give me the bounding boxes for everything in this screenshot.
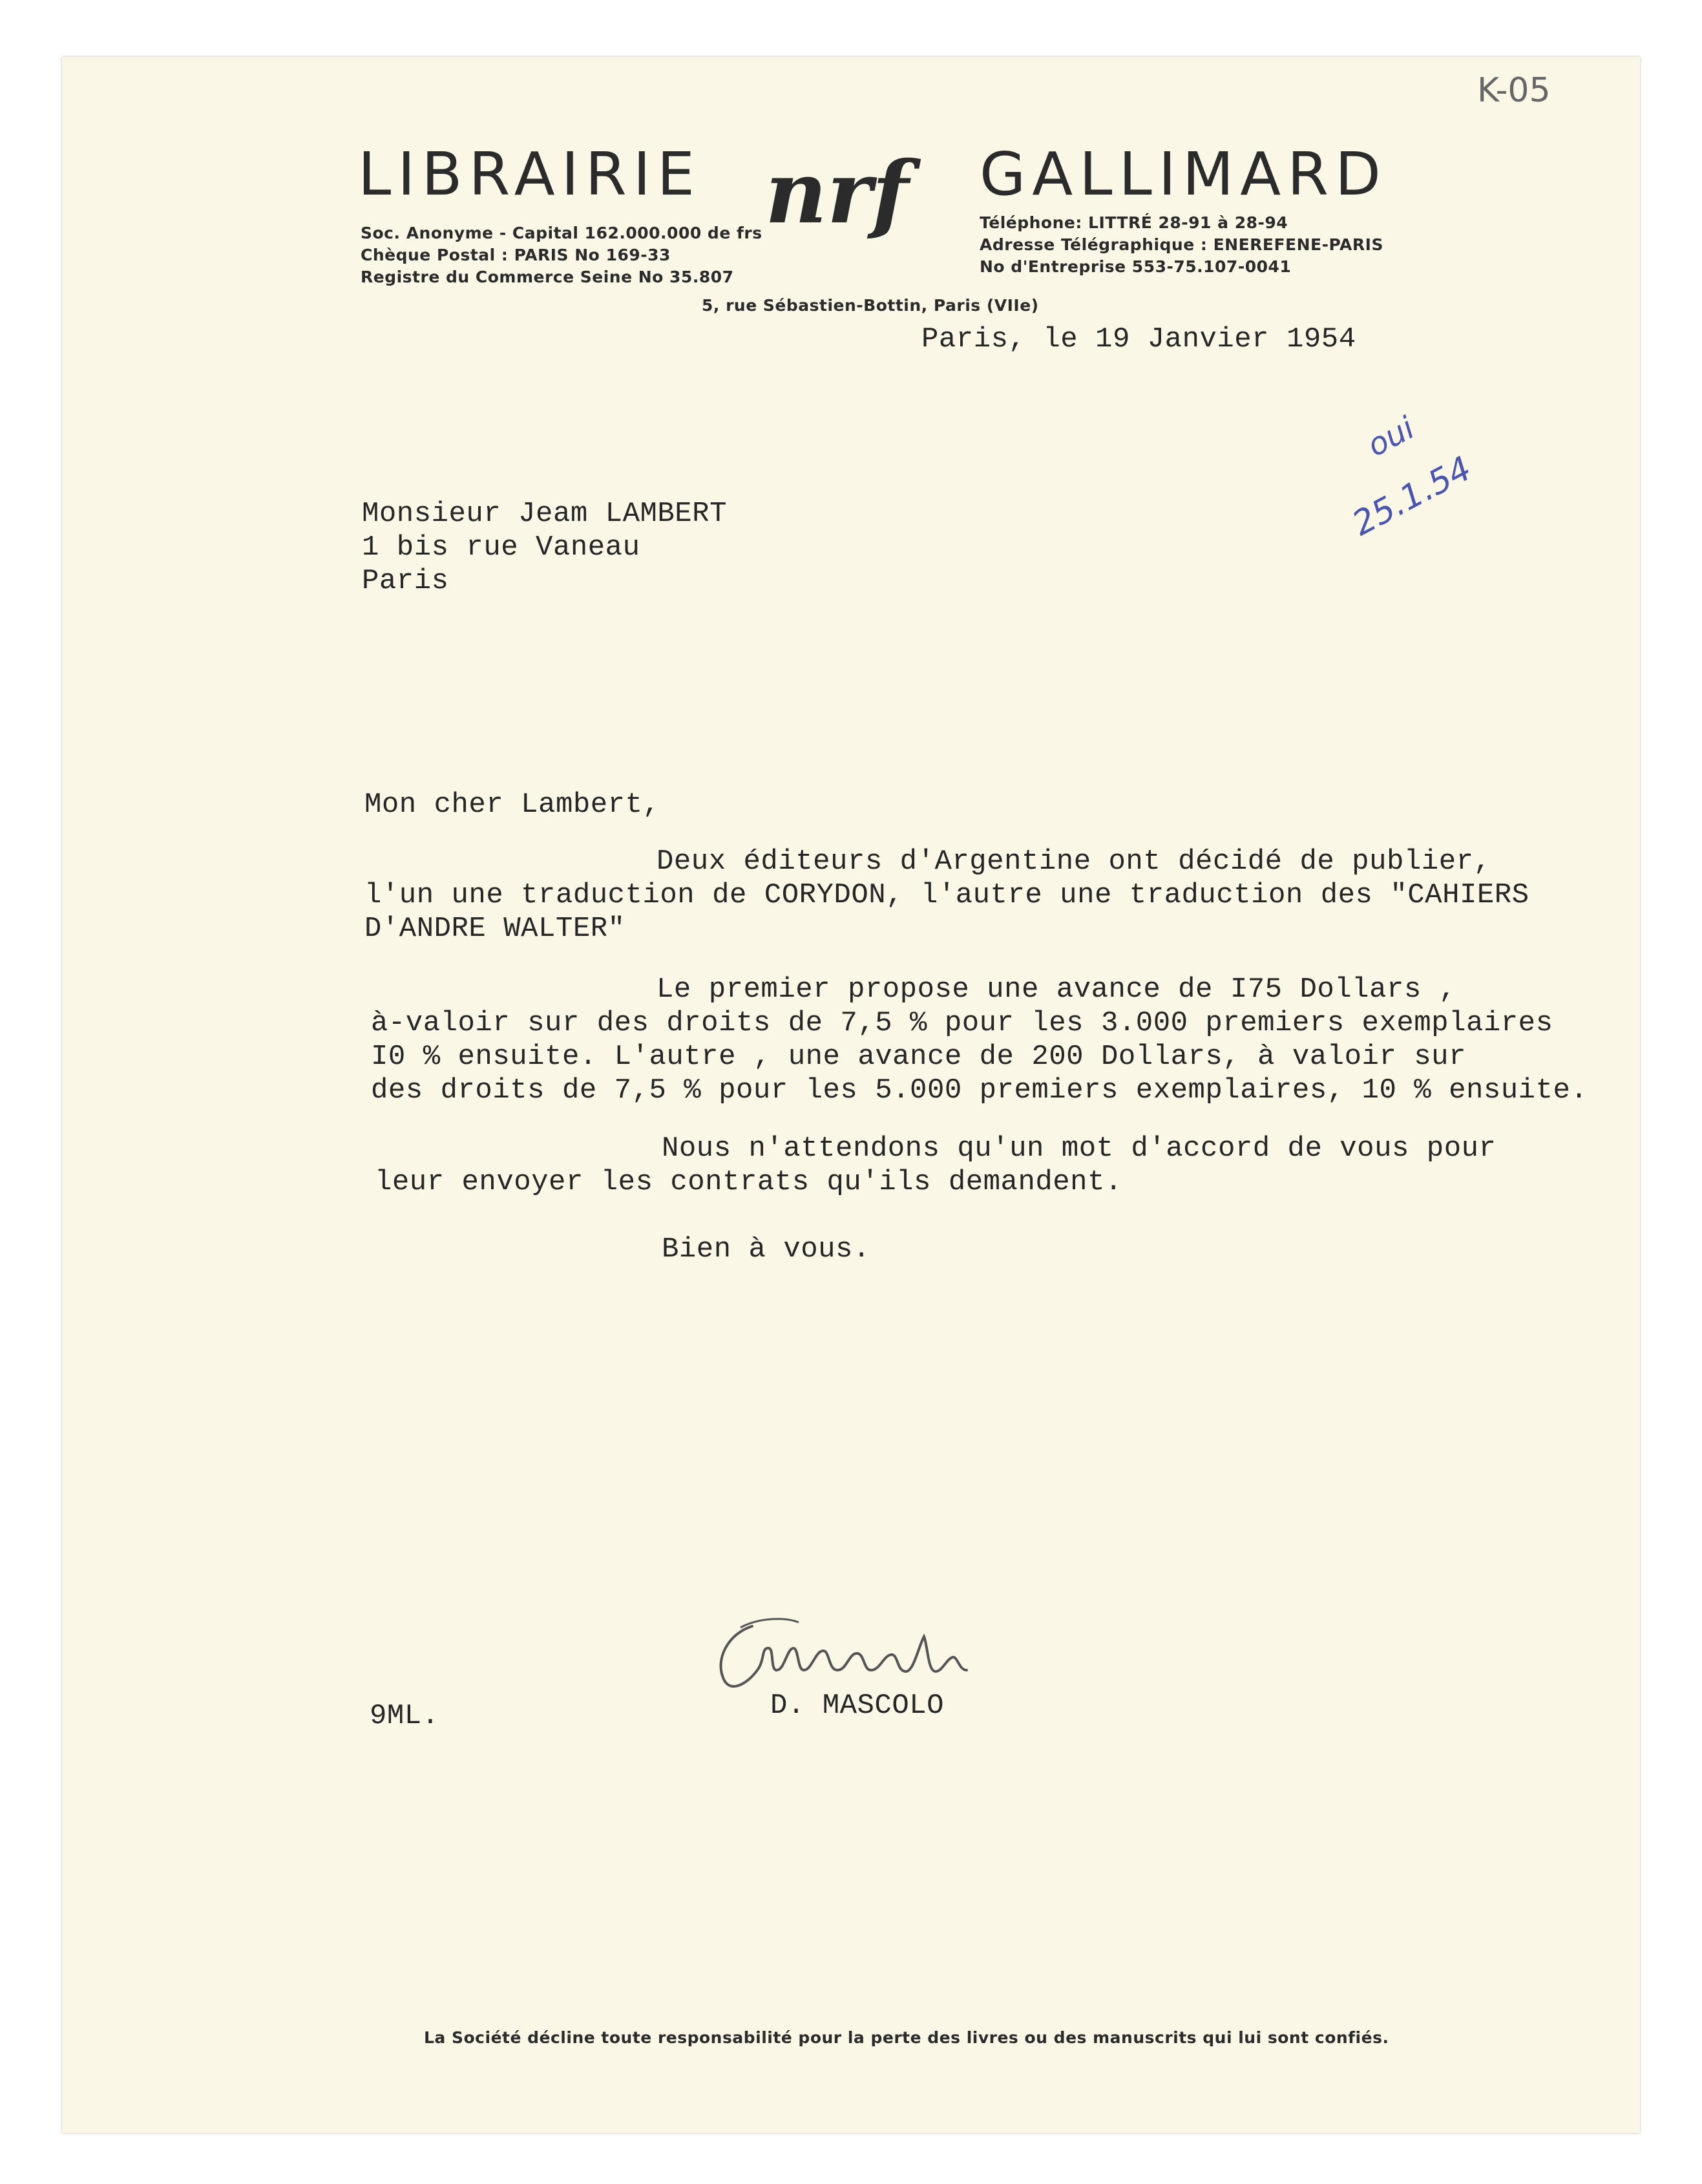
signatory-name: D. MASCOLO <box>770 1690 945 1722</box>
corner-annotation: K-05 <box>1477 71 1551 110</box>
letterhead-right-title: GALLIMARD <box>980 140 1387 209</box>
letterhead-left-title: LIBRAIRIE <box>358 140 701 209</box>
body-line-8: Nous n'attendons qu'un mot d'accord de vous pour <box>662 1132 1497 1165</box>
letter-date: Paris, le 19 Janvier 1954 <box>921 323 1356 355</box>
body-line-2: l'un une traduction de CORYDON, l'autre une traduction des "CAHIERS <box>364 879 1529 911</box>
footer-disclaimer: La Société décline toute responsabilité pour la perte des livres ou des manuscrits qui lui sont confiés. <box>424 2028 1389 2047</box>
body-line-7: des droits de 7,5 % pour les 5.000 premiers exemplaires, 10 % ensuite. <box>371 1074 1588 1107</box>
body-line-4: Le premier propose une avance de I75 Dollars , <box>657 973 1456 1006</box>
recipient-line-1: Monsieur Jeam LAMBERT <box>362 498 727 530</box>
closing: Bien à vous. <box>662 1233 870 1266</box>
salutation: Mon cher Lambert, <box>364 789 660 821</box>
body-line-9: leur envoyer les contrats qu'ils demandent. <box>375 1166 1122 1198</box>
recipient-line-3: Paris <box>362 565 449 597</box>
body-line-3: D'ANDRE WALTER" <box>364 913 625 945</box>
company-info-line-2: Chèque Postal : PARIS No 169-33 <box>361 246 671 264</box>
recipient-line-2: 1 bis rue Vaneau <box>362 531 640 564</box>
nrf-logo <box>752 146 1011 249</box>
nrf-logo-text: nrf <box>765 146 909 243</box>
contact-info-line-3: No d'Entreprise 553-75.107-0041 <box>980 257 1292 276</box>
body-line-6: I0 % ensuite. L'autre , une avance de 200 Dollars, à valoir sur <box>371 1041 1466 1073</box>
contact-info-line-1: Téléphone: LITTRÉ 28-91 à 28-94 <box>980 213 1288 232</box>
company-info-line-1: Soc. Anonyme - Capital 162.000.000 de frs <box>361 224 762 242</box>
typist-initials: 9ML. <box>370 1700 439 1732</box>
letterhead-address: 5, rue Sébastien-Bottin, Paris (VIIe) <box>702 296 1039 315</box>
handwritten-note-oui: oui <box>1361 410 1420 464</box>
body-line-5: à-valoir sur des droits de 7,5 % pour les 3.000 premiers exemplaires <box>371 1007 1553 1039</box>
handwritten-note-date: 25.1.54 <box>1346 449 1478 544</box>
contact-info-line-2: Adresse Télégraphique : ENEREFENE-PARIS <box>980 235 1383 254</box>
company-info-line-3: Registre du Commerce Seine No 35.807 <box>361 268 734 286</box>
body-line-1: Deux éditeurs d'Argentine ont décidé de publier, <box>657 845 1491 878</box>
letter-sheet <box>62 57 1640 2133</box>
